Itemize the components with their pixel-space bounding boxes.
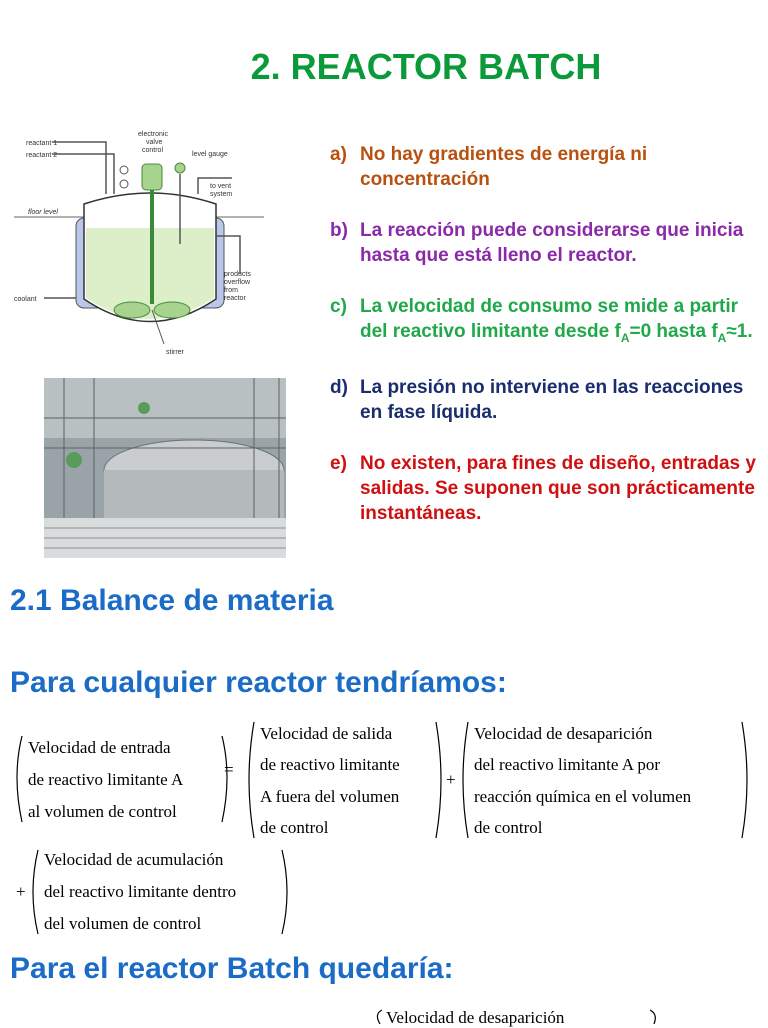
label-electronic: electronic xyxy=(138,131,168,138)
label-reactant2: reactant 2 xyxy=(26,152,58,159)
label-control: control xyxy=(142,147,164,154)
m1-line3: al volumen de control xyxy=(28,802,177,821)
m2-line1: Velocidad de salida xyxy=(260,724,393,743)
point-b-letter: b) xyxy=(330,220,348,241)
label-reactant1: reactant 1 xyxy=(26,140,58,147)
point-a-letter: a) xyxy=(330,144,347,165)
point-a-text: No hay gradientes de energía ni concentración xyxy=(360,144,648,190)
m4-line2: del reactivo limitante dentro xyxy=(44,882,237,901)
point-e-letter: e) xyxy=(330,452,347,474)
m3-line1: Velocidad de desaparición xyxy=(474,724,653,743)
m3-line2: del reactivo limitante A por xyxy=(474,755,661,775)
reactor-diagram xyxy=(14,124,276,360)
matrix-entrada xyxy=(28,738,183,822)
any-reactor-heading: Para cualquier reactor tendríamos: xyxy=(10,666,507,699)
slide-title xyxy=(0,46,768,88)
matrix-desaparicion xyxy=(474,724,691,838)
m4-line3: del volumen de control xyxy=(44,914,202,933)
matrix-salida xyxy=(260,724,400,838)
batch-partial-text: Velocidad de desaparición xyxy=(386,1008,565,1027)
m1-line1: Velocidad de entrada xyxy=(28,738,171,757)
title-text: 2. REACTOR BATCH xyxy=(250,46,602,87)
point-e-text: No existen, para fines de diseño, entradas y salidas. Se suponen que son prácticamente instantáneas. xyxy=(360,452,756,524)
m2-line2: de reactivo limitante xyxy=(260,755,400,775)
matrix-acumulacion xyxy=(44,850,236,934)
point-c-text: La velocidad de consumo se mide a partir del reactivo limitante desde $f_A=0$ hasta $f_A\approx 1$. xyxy=(360,296,753,345)
m4-line1: Velocidad de acumulación xyxy=(44,850,224,869)
plant-photo xyxy=(44,378,286,558)
points-list xyxy=(330,142,760,552)
m1-line2: de reactivo limitante A xyxy=(28,770,184,789)
label-reactor: reactor xyxy=(224,295,246,302)
point-d-letter: d) xyxy=(330,376,348,398)
point-a xyxy=(330,142,760,192)
label-from: from xyxy=(224,287,238,294)
label-to-vent: to vent xyxy=(210,183,232,190)
label-overflow: overflow xyxy=(224,279,251,286)
batch-heading: Para el reactor Batch quedaría: xyxy=(10,952,454,985)
m3-line4: de control xyxy=(474,817,543,837)
plus-sign-2: + xyxy=(16,882,26,901)
m2-line4: de control xyxy=(260,817,329,837)
plus-sign-1: + xyxy=(446,770,456,789)
point-b xyxy=(330,218,760,268)
label-floor-level: floor level xyxy=(28,209,58,216)
m3-line3: reacción química en el volumen xyxy=(474,786,692,806)
point-d xyxy=(330,375,760,425)
point-b-text: La reacción puede considerarse que inicia hasta que está lleno el reactor. xyxy=(360,220,744,266)
point-c xyxy=(330,294,760,351)
label-coolant: coolant xyxy=(14,296,37,303)
label-stirrer: stirrer xyxy=(166,349,184,356)
batch-brackets xyxy=(0,1006,768,1024)
label-products: products xyxy=(224,271,251,278)
point-e xyxy=(330,451,760,526)
point-c-letter: c) xyxy=(330,296,347,317)
label-level-gauge: level gauge xyxy=(192,151,228,158)
section-heading: 2.1 Balance de materia xyxy=(10,584,334,617)
equals-sign: = xyxy=(224,760,234,779)
label-system: system xyxy=(210,191,233,198)
point-d-text: La presión no interviene en las reacciones en fase líquida. xyxy=(360,376,744,423)
m2-line3: A fuera del volumen xyxy=(260,786,400,806)
label-valve: valve xyxy=(146,139,163,146)
